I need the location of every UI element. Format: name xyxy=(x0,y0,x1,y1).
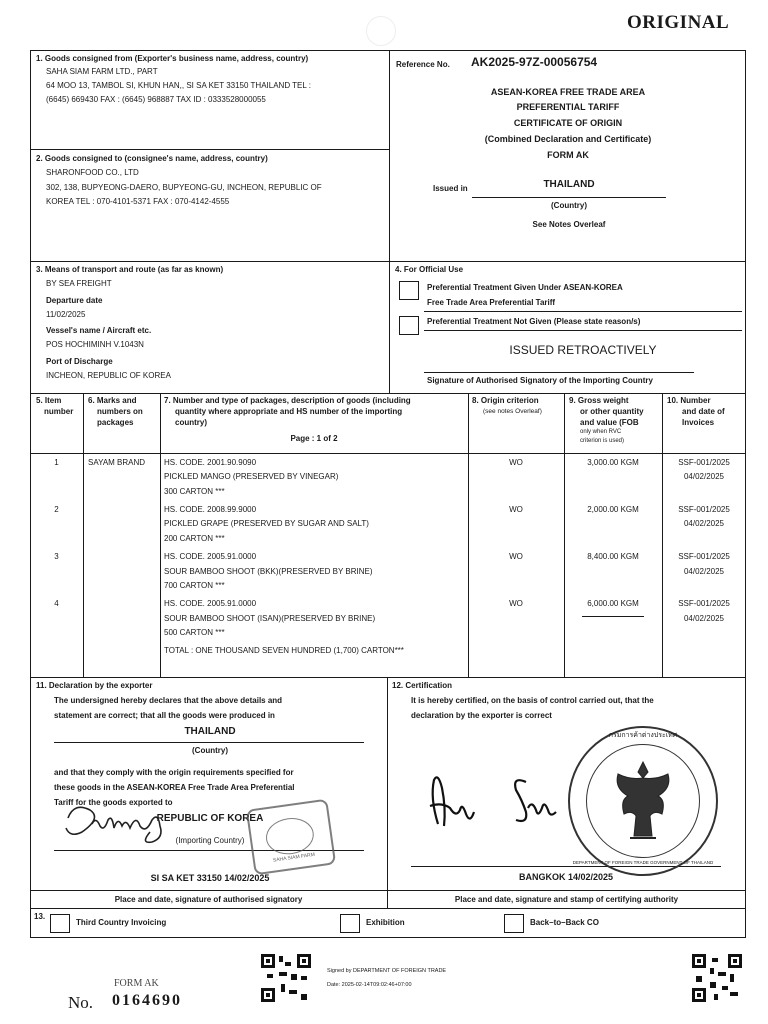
country-caption-11: (Country) xyxy=(192,746,228,755)
importing-signatory-label: Signature of Authorised Signatory of the Importing Country xyxy=(427,376,653,385)
certifier-signature-icon xyxy=(416,768,566,834)
box3-label: 3. Means of transport and route (as far as known) xyxy=(36,265,224,274)
item-number: 1 xyxy=(54,458,59,467)
col9-line2: or other quantity xyxy=(580,407,644,416)
transport-mode: BY SEA FREIGHT xyxy=(46,279,112,288)
discharge-port: INCHEON, REPUBLIC OF KOREA xyxy=(46,371,171,380)
certifier-place-date: BANGKOK 14/02/2025 xyxy=(518,872,614,882)
title-line5: FORM AK xyxy=(547,150,589,160)
item-hs-code: HS. CODE. 2005.91.0000 xyxy=(164,552,257,561)
declaration-line1: The undersigned hereby declares that the above details and xyxy=(54,696,283,705)
exporter-address: 64 MOO 13, TAMBOL SI, KHUN HAN,, SI SA KET 33150 THAILAND TEL : xyxy=(46,81,311,90)
item-invoice-date: 04/02/2025 xyxy=(683,614,725,623)
treatment-not-given-label: Preferential Treatment Not Given (Please state reason/s) xyxy=(427,317,641,326)
vessel-label: Vessel's name / Aircraft etc. xyxy=(46,326,152,335)
reference-label: Reference No. xyxy=(396,60,450,69)
item-number: 2 xyxy=(54,505,59,514)
col6-line1: 6. Marks and xyxy=(88,396,137,405)
issued-in-label: Issued in xyxy=(433,184,468,193)
no-label: No. xyxy=(68,993,94,1012)
item-number: 4 xyxy=(54,599,59,608)
col7-line1: 7. Number and type of packages, description of goods (including xyxy=(164,396,411,405)
col7-line3: country) xyxy=(175,418,207,427)
exporter-sign-footer: Place and date, signature of authorised signatory xyxy=(114,895,303,904)
item-hs-code: HS. CODE. 2001.90.9090 xyxy=(164,458,257,467)
col10-line2: and date of xyxy=(682,407,725,416)
discharge-label: Port of Discharge xyxy=(46,357,113,366)
qr-code-left-icon xyxy=(261,954,311,1002)
item-quantity: 500 CARTON *** xyxy=(164,628,225,637)
col9-line4: only when RVC xyxy=(580,429,622,435)
item-description: SOUR BAMBOO SHOOT (ISAN)(PRESERVED BY BRINE) xyxy=(164,614,376,623)
consignee-address: 302, 138, BUPYEONG-DAERO, BUPYEONG-GU, INCHEON, REPUBLIC OF xyxy=(46,183,322,192)
signed-by-text: Signed by DEPARTMENT OF FOREIGN TRADE xyxy=(327,968,447,974)
declaration-line4: these goods in the ASEAN-KOREA Free Trade Area Preferential xyxy=(54,783,295,792)
item-invoice-date: 04/02/2025 xyxy=(683,472,725,481)
item-description: PICKLED MANGO (PRESERVED BY VINEGAR) xyxy=(164,472,339,481)
original-label: ORIGINAL xyxy=(627,12,730,33)
reference-number: AK2025-97Z-00056754 xyxy=(471,55,598,69)
col5-line2: number xyxy=(44,407,74,416)
item-number: 3 xyxy=(54,552,59,561)
col9-line1: 9. Gross weight xyxy=(569,396,629,405)
importing-country: REPUBLIC OF KOREA xyxy=(156,813,264,824)
col6-line2: numbers on xyxy=(97,407,143,416)
certifier-sign-footer: Place and date, signature and stamp of certifying authority xyxy=(454,895,679,904)
departure-label: Departure date xyxy=(46,296,103,305)
exporter-contact: (6645) 669430 FAX : (6645) 968887 TAX ID : 0333528000055 xyxy=(46,95,266,104)
certification-line1: It is hereby certified, on the basis of control carried out, that the xyxy=(411,696,654,705)
issued-retroactively: ISSUED RETROACTIVELY xyxy=(509,343,657,357)
item-description: SOUR BAMBOO SHOOT (BKK)(PRESERVED BY BRINE) xyxy=(164,567,373,576)
country-caption: (Country) xyxy=(551,201,587,210)
item-invoice: SSF-001/2025 xyxy=(678,458,730,467)
see-notes: See Notes Overleaf xyxy=(532,220,606,229)
declaration-line3: and that they comply with the origin requirements specified for xyxy=(54,768,294,777)
exporter-stamp-text: SAHA SIAM FARM xyxy=(272,851,316,864)
item-weight: 8,400.00 KGM xyxy=(587,552,639,561)
item-invoice: SSF-001/2025 xyxy=(678,552,730,561)
exhibition-label: Exhibition xyxy=(366,918,405,927)
col6-line3: packages xyxy=(97,418,134,427)
item-marks: SAYAM BRAND xyxy=(88,458,146,467)
box13-label: 13. xyxy=(34,912,46,921)
importing-country-caption: (Importing Country) xyxy=(175,836,245,845)
garuda-emblem-icon xyxy=(610,758,676,844)
total-line: TOTAL : ONE THOUSAND SEVEN HUNDRED (1,700) CARTON*** xyxy=(164,646,404,655)
col10-line3: Invoices xyxy=(682,418,715,427)
title-line4: (Combined Declaration and Certificate) xyxy=(484,134,652,144)
page-indicator: Page : 1 of 2 xyxy=(290,434,338,443)
item-origin: WO xyxy=(509,552,523,561)
treatment-not-given-checkbox[interactable] xyxy=(399,316,419,335)
official-stamp-text: DEPARTMENT OF FOREIGN TRADE GOVERNMENT OF THAILAND xyxy=(572,860,714,865)
vessel-name: POS HOCHIMINH V.1043N xyxy=(46,340,144,349)
item-weight: 3,000.00 KGM xyxy=(587,458,639,467)
back-to-back-label: Back–to–Back CO xyxy=(530,918,599,927)
col8-line2: (see notes Overleaf) xyxy=(483,408,542,415)
col8-line1: 8. Origin criterion xyxy=(472,396,539,405)
title-line3: CERTIFICATE OF ORIGIN xyxy=(513,118,623,128)
exporter-name: SAHA SIAM FARM LTD., PART xyxy=(46,67,158,76)
third-country-checkbox[interactable] xyxy=(50,914,70,933)
item-origin: WO xyxy=(509,505,523,514)
item-invoice: SSF-001/2025 xyxy=(678,505,730,514)
item-description: PICKLED GRAPE (PRESERVED BY SUGAR AND SALT) xyxy=(164,519,369,528)
box4-label: 4. For Official Use xyxy=(395,265,464,274)
item-origin: WO xyxy=(509,458,523,467)
item-hs-code: HS. CODE. 2005.91.0000 xyxy=(164,599,257,608)
col5-line1: 5. Item xyxy=(36,396,62,405)
form-label: FORM AK xyxy=(114,978,159,989)
treatment-given-line2: Free Trade Area Preferential Tariff xyxy=(427,298,556,307)
box11-label: 11. Declaration by the exporter xyxy=(36,681,153,690)
emblem-watermark-icon xyxy=(366,16,396,46)
exporter-place-date: SI SA KET 33150 14/02/2025 xyxy=(150,873,270,883)
item-invoice-date: 04/02/2025 xyxy=(683,519,725,528)
item-quantity: 200 CARTON *** xyxy=(164,534,225,543)
issued-in-country: THAILAND xyxy=(543,179,595,190)
back-to-back-checkbox[interactable] xyxy=(504,914,524,933)
official-stamp-icon xyxy=(568,726,718,876)
departure-date: 11/02/2025 xyxy=(46,310,86,319)
col9-line5: criterion is used) xyxy=(580,438,625,444)
title-line2: PREFERENTIAL TARIFF xyxy=(516,102,620,112)
item-invoice-date: 04/02/2025 xyxy=(683,567,725,576)
certification-line2: declaration by the exporter is correct xyxy=(411,711,552,720)
treatment-given-line1: Preferential Treatment Given Under ASEAN-KOREA xyxy=(427,283,623,292)
item-quantity: 300 CARTON *** xyxy=(164,487,225,496)
item-hs-code: HS. CODE. 2008.99.9000 xyxy=(164,505,257,514)
box2-label: 2. Goods consigned to (consignee's name, address, country) xyxy=(36,154,268,163)
treatment-given-checkbox[interactable] xyxy=(399,281,419,300)
box1-label: 1. Goods consigned from (Exporter's business name, address, country) xyxy=(36,54,309,63)
item-invoice: SSF-001/2025 xyxy=(678,599,730,608)
item-quantity: 700 CARTON *** xyxy=(164,581,225,590)
col7-line2: quantity where appropriate and HS number of the importing xyxy=(175,407,403,416)
exporter-signature-icon xyxy=(60,798,190,850)
qr-code-right-icon xyxy=(692,954,742,1002)
box12-label: 12. Certification xyxy=(392,681,453,690)
declaration-line2: statement are correct; that all the goods were produced in xyxy=(54,711,275,720)
col10-line1: 10. Number xyxy=(667,396,711,405)
title-line1: ASEAN-KOREA FREE TRADE AREA xyxy=(490,87,646,97)
production-country: THAILAND xyxy=(184,726,236,737)
third-country-label: Third Country Invoicing xyxy=(76,918,167,927)
item-weight: 2,000.00 KGM xyxy=(587,505,639,514)
official-stamp-top-text: กรมการค้าต่างประเทศ xyxy=(608,732,678,739)
exhibition-checkbox[interactable] xyxy=(340,914,360,933)
col9-line3: and value (FOB xyxy=(580,418,639,427)
exporter-stamp-icon xyxy=(246,799,336,876)
signed-date-text: Date: 2025-02-14T09:02:46+07:00 xyxy=(327,982,412,988)
consignee-name: SHARONFOOD CO., LTD xyxy=(46,168,139,177)
declaration-line5: Tariff for the goods exported to xyxy=(54,798,173,807)
form-number: 0164690 xyxy=(112,992,182,1009)
consignee-contact: KOREA TEL : 070-4101-5371 FAX : 070-4142-4555 xyxy=(46,197,230,206)
item-weight: 6,000.00 KGM xyxy=(587,599,639,608)
item-origin: WO xyxy=(509,599,523,608)
